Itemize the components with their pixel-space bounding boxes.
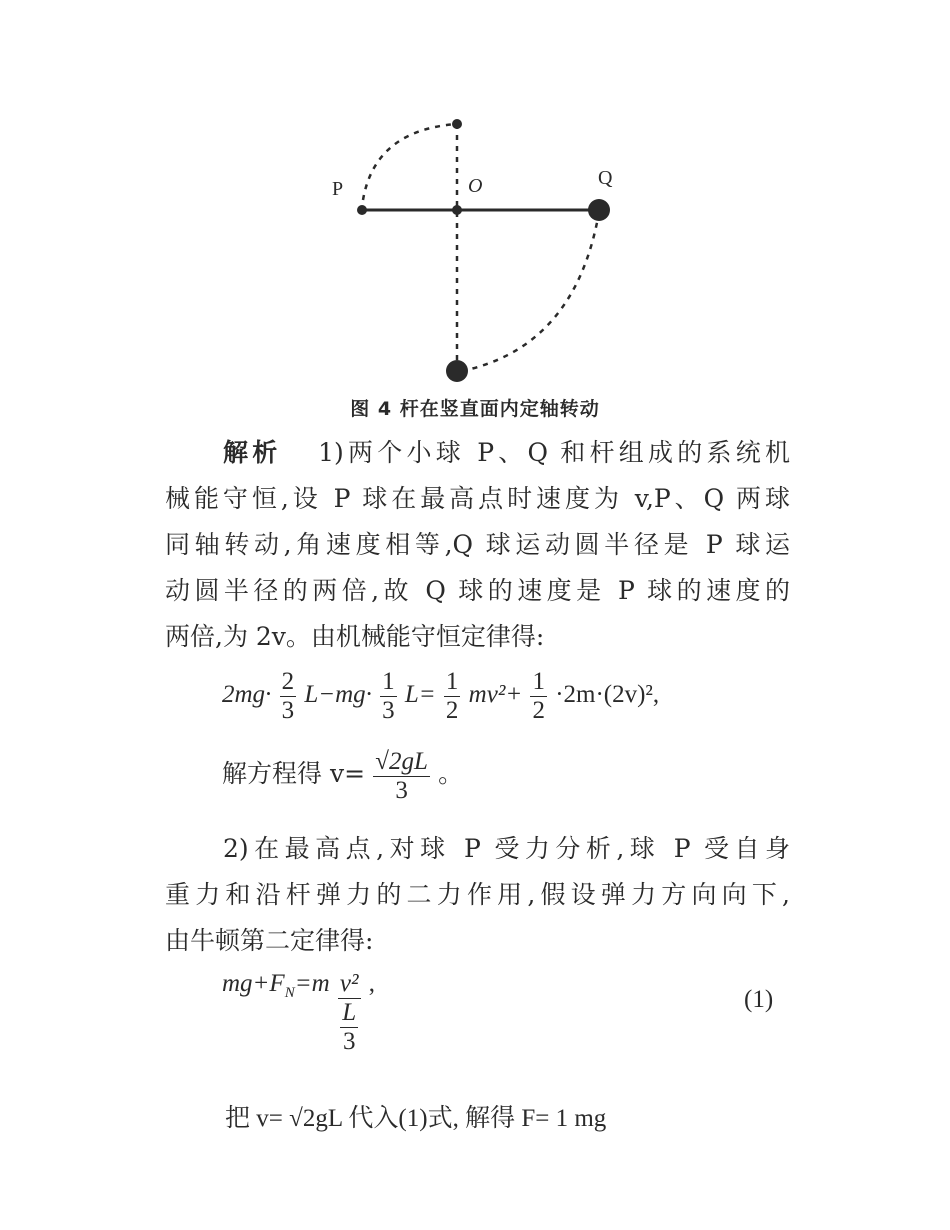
part2-line-2: 重力和沿杆弹力的二力作用,假设弹力方向向下, xyxy=(165,880,790,909)
part2-line-1: 2)在最高点,对球 P 受力分析,球 P 受自身 xyxy=(223,834,790,863)
equation-newton: $mg+F_N=m$ $\frac{\text{v²}}{\frac{L}{3}}$ , xyxy=(222,970,375,1055)
label-q: Q xyxy=(598,167,613,189)
pivot-o xyxy=(452,205,462,215)
part1-line-4: 动圆半径的两倍,故 Q 球的速度是 P 球的速度的 xyxy=(165,576,790,605)
part1-line-5: 两倍,为 2v。由机械能守恒定律得: xyxy=(165,622,545,651)
dashed-arc-bottom xyxy=(457,212,599,372)
label-p: P xyxy=(332,178,344,200)
top-point xyxy=(452,119,462,129)
part2-line-3: 由牛顿第二定律得: xyxy=(165,926,374,955)
figure-caption: 图 4 杆在竖直面内定轴转动 xyxy=(350,398,600,420)
cutoff-line: 把 v= √2gL 代入(1)式, 解得 F= 1 mg xyxy=(225,1105,607,1132)
equation-energy: 2mg· $\frac{2}{3}$ L−mg· $\frac{1}{3}$ L= $\frac{1}{2}$ mv²+ $\frac{1}{2}$ ·2m·(2v)², xyxy=(222,668,660,724)
dashed-arc-top xyxy=(363,124,457,200)
bottom-ball xyxy=(446,360,468,382)
solution-part2 xyxy=(165,826,790,964)
equation-tag: (1) xyxy=(744,986,774,1013)
rod-rotation-diagram xyxy=(320,110,640,390)
solution-heading: 解析 xyxy=(223,438,282,467)
equation-velocity: 解方程得 v= $\frac{√2gL}{3}$ 。 xyxy=(222,748,464,804)
ball-q xyxy=(588,199,610,221)
part1-line-2: 械能守恒,设 P 球在最高点时速度为 v,P、Q 两球 xyxy=(165,484,790,513)
label-o: O xyxy=(468,175,483,197)
part1-line-3: 同轴转动,角速度相等,Q 球运动圆半径是 P 球运 xyxy=(165,530,790,559)
ball-p xyxy=(357,205,367,215)
solution-part1 xyxy=(165,430,790,660)
part1-line-1: 解析 1)两个小球 P、Q 和杆组成的系统机 xyxy=(223,438,790,467)
